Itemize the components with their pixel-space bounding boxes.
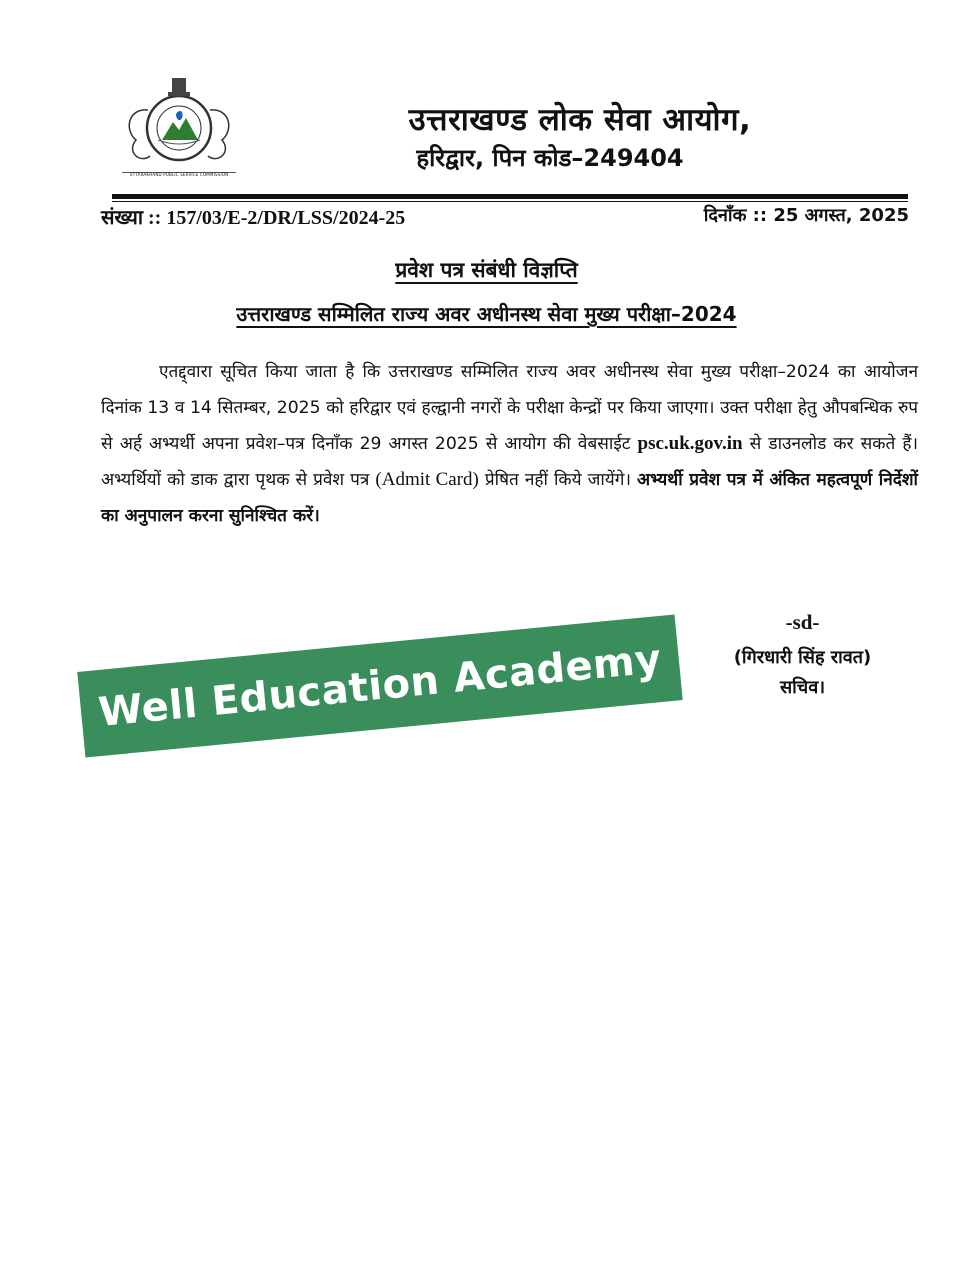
commission-emblem-logo bbox=[118, 70, 240, 182]
reference-number: संख्या :: 157/03/E-2/DR/LSS/2024-25 bbox=[101, 207, 406, 229]
watermark-banner bbox=[77, 614, 682, 757]
exam-name-subject: उत्तराखण्ड सम्मिलित राज्य अवर अधीनस्थ सेवा मुख्य परीक्षा–2024 bbox=[236, 302, 737, 326]
website-link: psc.uk.gov.in bbox=[637, 433, 743, 454]
bold-instruction: अभ्यर्थी प्रवेश पत्र में अंकित महत्वपूर्ण निर्देशों का अनुपालन करना सुनिश्चित करें। bbox=[101, 470, 918, 526]
body-text-part1: एतद्द्वारा सूचित किया जाता है कि उत्तराखण्ड सम्मिलित राज्य अवर अधीनस्थ सेवा मुख्य परीक्षा–2024 का आयोजन दिनांक 13 व 14 सितम्बर, 2025 को हरिद्वार एवं हल्द्वानी नगरों के परीक्षा केन्द्रों पर किया जाएगा। उक्त परीक्षा हेतु औपबन्धिक रुप से अर्ह अभ्यर्थी अपना प्रवेश–पत्र दिनाँक 29 अगस्त 2025 से आयोग की वेबसाईट bbox=[101, 362, 919, 454]
notice-subject-title: प्रवेश पत्र संबंधी विज्ञप्ति bbox=[395, 258, 578, 282]
organisation-name: उत्तराखण्ड लोक सेवा आयोग, bbox=[408, 102, 752, 138]
admit-card-term: (Admit Card) bbox=[375, 469, 479, 490]
organisation-address: हरिद्वार, पिन कोड–249404 bbox=[416, 144, 684, 172]
notice-body-paragraph bbox=[101, 354, 918, 534]
header-divider bbox=[112, 194, 908, 199]
signature-block bbox=[700, 610, 905, 703]
body-text-part2: से डाउनलोड कर सकते हैं। अभ्यर्थियों को डाक द्वारा पृथक से प्रवेश पत्र bbox=[101, 434, 919, 490]
header-divider-thin bbox=[112, 201, 908, 202]
watermark-text: Well Education Academy bbox=[96, 636, 664, 736]
signatory-name: (गिरधारी सिंह रावत) bbox=[733, 647, 872, 668]
logo-caption: UTTARAKHAND PUBLIC SERVICE COMMISSION bbox=[129, 172, 229, 177]
signatory-designation: सचिव। bbox=[779, 677, 826, 698]
body-text-part3: प्रेषित नहीं किये जायेंगे। bbox=[478, 470, 637, 490]
signature-sd: -sd- bbox=[785, 610, 820, 634]
notice-date: दिनाँक :: 25 अगस्त, 2025 bbox=[703, 205, 909, 226]
